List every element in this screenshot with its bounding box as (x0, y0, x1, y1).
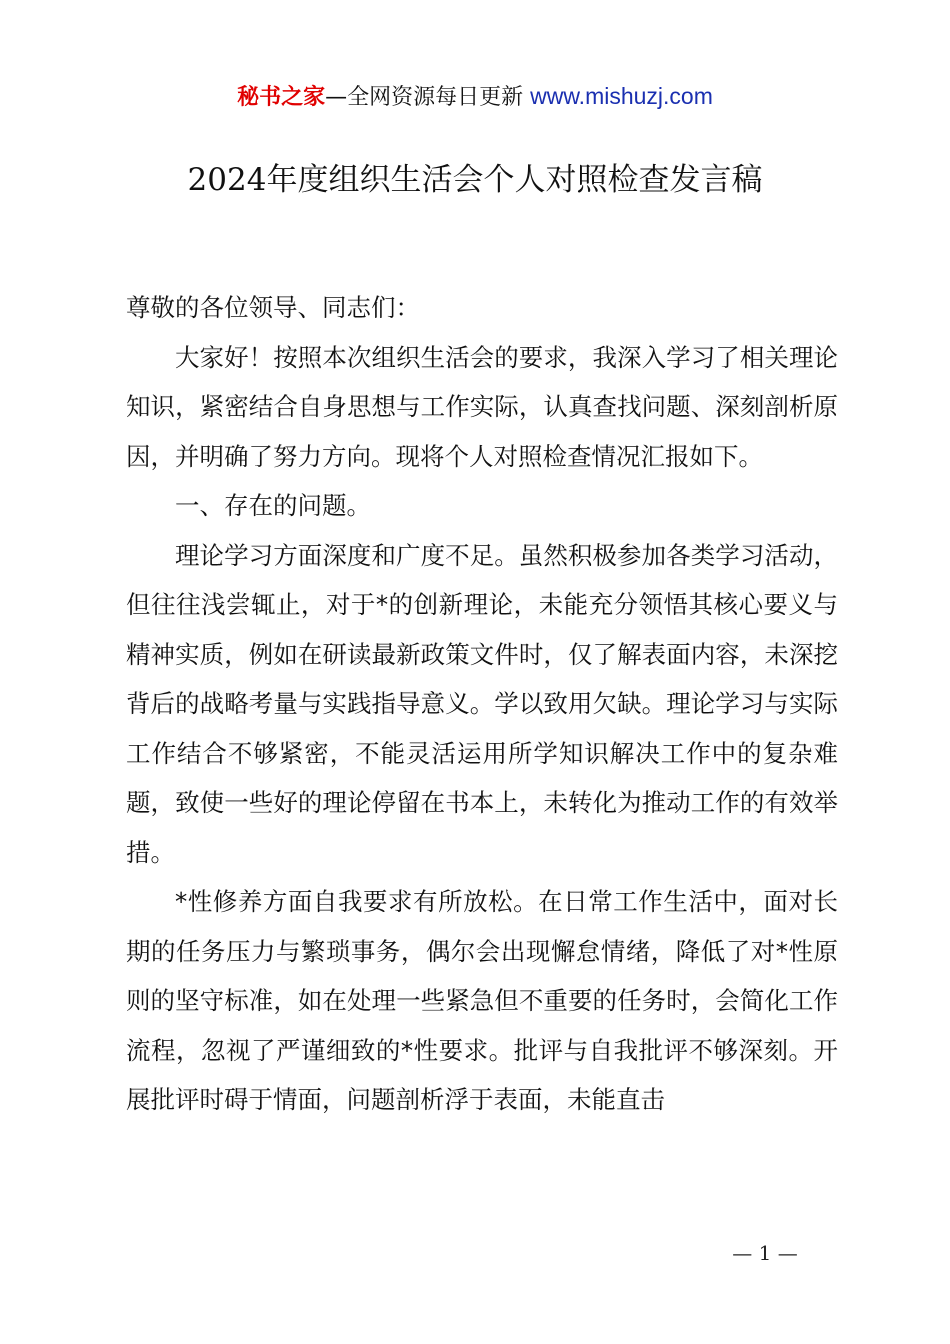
paragraph-intro: 大家好！按照本次组织生活会的要求，我深入学习了相关理论知识，紧密结合自身思想与工作实际，认真查找问题、深刻剖析原因，并明确了努力方向。现将个人对照检查情况汇报如下。 (126, 342, 838, 471)
page-number: — 1 — (732, 1241, 798, 1265)
brand-name: 秘书之家 (237, 85, 326, 110)
section-heading-problems: 一、存在的问题。 (175, 491, 371, 520)
site-url-link[interactable]: www.mishuzj.com (530, 83, 713, 109)
salutation: 尊敬的各位领导、同志们： (126, 293, 420, 322)
paragraph-party-cultivation: *性修养方面自我要求有所放松。在日常工作生活中，面对长期的任务压力与繁琐事务，偶尔会出现懈怠情绪，降低了对*性原则的坚守标准，如在处理一些紧急但不重要的任务时，会简化工作流程，忽视了严谨细致的*性要求。批评与自我批评不够深刻。开展批评时碍于情面，问题剖析浮于表面，未能直击 (126, 887, 838, 1114)
site-header (0, 80, 950, 114)
header-tagline: —全网资源每日更新 (325, 85, 524, 110)
document-body (126, 283, 838, 1125)
document-title: 2024年度组织生活会个人对照检查发言稿 (187, 162, 763, 198)
paragraph-theory-study: 理论学习方面深度和广度不足。虽然积极参加各类学习活动，但往往浅尝辄止，对于*的创新理论，未能充分领悟其核心要义与精神实质，例如在研读最新政策文件时，仅了解表面内容，未深挖背后的战略考量与实践指导意义。学以致用欠缺。理论学习与实际工作结合不够紧密，不能灵活运用所学知识解决工作中的复杂难题，致使一些好的理论停留在书本上，未转化为推动工作的有效举措。 (126, 540, 838, 867)
